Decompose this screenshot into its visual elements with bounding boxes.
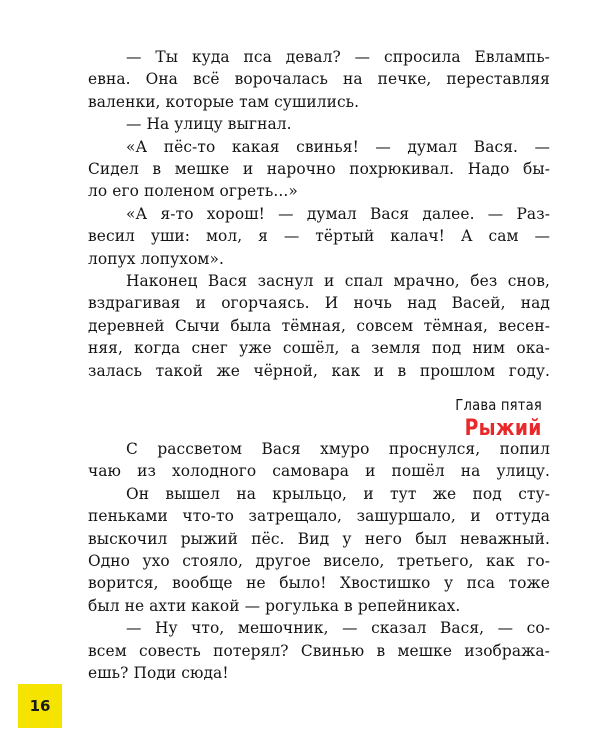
chapter-title: Рыжий: [464, 416, 542, 441]
text-line: Сидел в мешке и нарочно похрюкивал. Надо бы-: [88, 160, 550, 179]
text-line: — Ну что, мешочник, — сказал Вася, — со-: [126, 619, 550, 638]
text-line: «А пёс-то какая свинья! — думал Вася. —: [126, 137, 550, 156]
text-line: всем совесть потерял? Свинью в мешке изобража-: [88, 641, 550, 660]
text-line: ло его поленом огреть...»: [88, 182, 298, 201]
text-line: С рассветом Вася хмуро проснулся, попил: [126, 440, 550, 458]
chapter-label: Глава пятая: [455, 396, 542, 414]
text-line: залась такой же чёрной, как и в прошлом году.: [88, 361, 550, 380]
text-line: лопух лопухом».: [88, 249, 225, 268]
text-line: евна. Она всё ворочалась на печке, переставляя: [88, 70, 550, 89]
page-number: 16: [29, 697, 51, 715]
text-line: — На улицу выгнал.: [126, 115, 292, 134]
text-line: чаю из холодного самовара и пошёл на улицу.: [88, 462, 550, 481]
paragraph: [88, 203, 550, 270]
text-line: ворится, вообще не было! Хвостишко у пса тоже: [88, 574, 550, 593]
text-line: — Ты куда пса девал? — спросила Евлампь-: [126, 48, 550, 66]
text-block-chapter-five: [88, 438, 550, 684]
text-line: валенки, которые там сушились.: [88, 92, 360, 111]
paragraph: [88, 46, 550, 113]
paragraph: [88, 113, 550, 135]
text-line: «А я-то хорош! — думал Вася далее. — Раз-: [126, 204, 550, 223]
text-line: ешь? Поди сюда!: [88, 664, 229, 683]
text-line: весил уши: мол, я — тёртый калач! А сам —: [88, 227, 550, 246]
text-line: вздрагивая и огорчаясь. И ночь над Васей, над: [88, 294, 550, 313]
text-block-before-chapter: [88, 46, 550, 382]
text-line: Наконец Вася заснул и спал мрачно, без снов,: [126, 272, 550, 291]
page-number-badge: [18, 684, 62, 728]
paragraph: [88, 136, 550, 203]
text-line: Одно ухо стояло, другое висело, третьего, как го-: [88, 552, 550, 571]
paragraph: [88, 270, 550, 382]
paragraph: [88, 438, 550, 617]
text-line: был не ахти какой — рогулька в репейниках.: [88, 596, 461, 615]
text-line: выскочил рыжий пёс. Вид у него был неважный.: [88, 529, 550, 548]
paragraph: [88, 617, 550, 684]
text-line: деревней Сычи была тёмная, совсем тёмная, весен-: [88, 316, 550, 335]
text-line: Он вышел на крыльцо, и тут же под сту-: [126, 484, 550, 503]
text-line: няя, когда снег уже сошёл, а земля под ним ока-: [88, 339, 550, 358]
text-line: пеньками что-то затрещало, зашуршало, и оттуда: [88, 507, 550, 526]
